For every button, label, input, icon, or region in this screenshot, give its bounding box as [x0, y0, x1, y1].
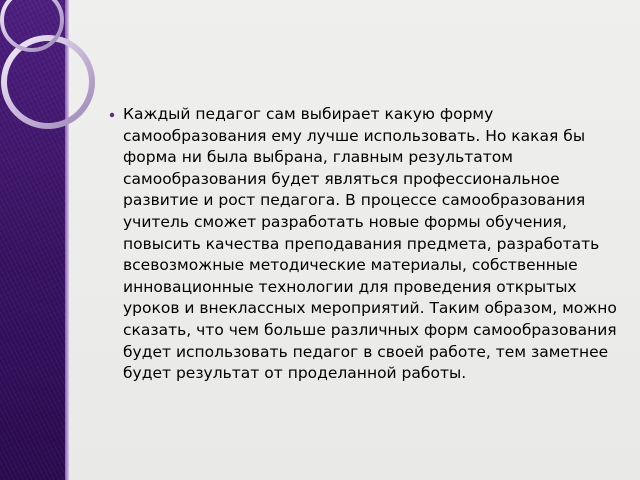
paragraph-text: Каждый педагог сам выбирает какую форму самообразования ему лучше использовать. Но какая бы форма ни была выбрана, главным результатом самообразования будет являться профессиональное развитие и рост педагога. В процессе самообразования учитель сможет разработать новые формы обучения, повысить качества преподавания предмета, разработать всевозможные методические материалы, собственные инновационные технологии для проведения открытых уроков и внеклассных мероприятий. Таким образом, можно сказать, что чем больше различных форм самообразования будет использовать педагог в своей работе, тем заметнее будет результат от проделанной работы.: [123, 105, 617, 383]
bullet-icon: [108, 104, 120, 126]
bullet-paragraph: [108, 104, 620, 385]
slide-content: [108, 104, 620, 385]
decorative-rings-icon: [0, 0, 90, 160]
ring-large: [4, 38, 92, 126]
